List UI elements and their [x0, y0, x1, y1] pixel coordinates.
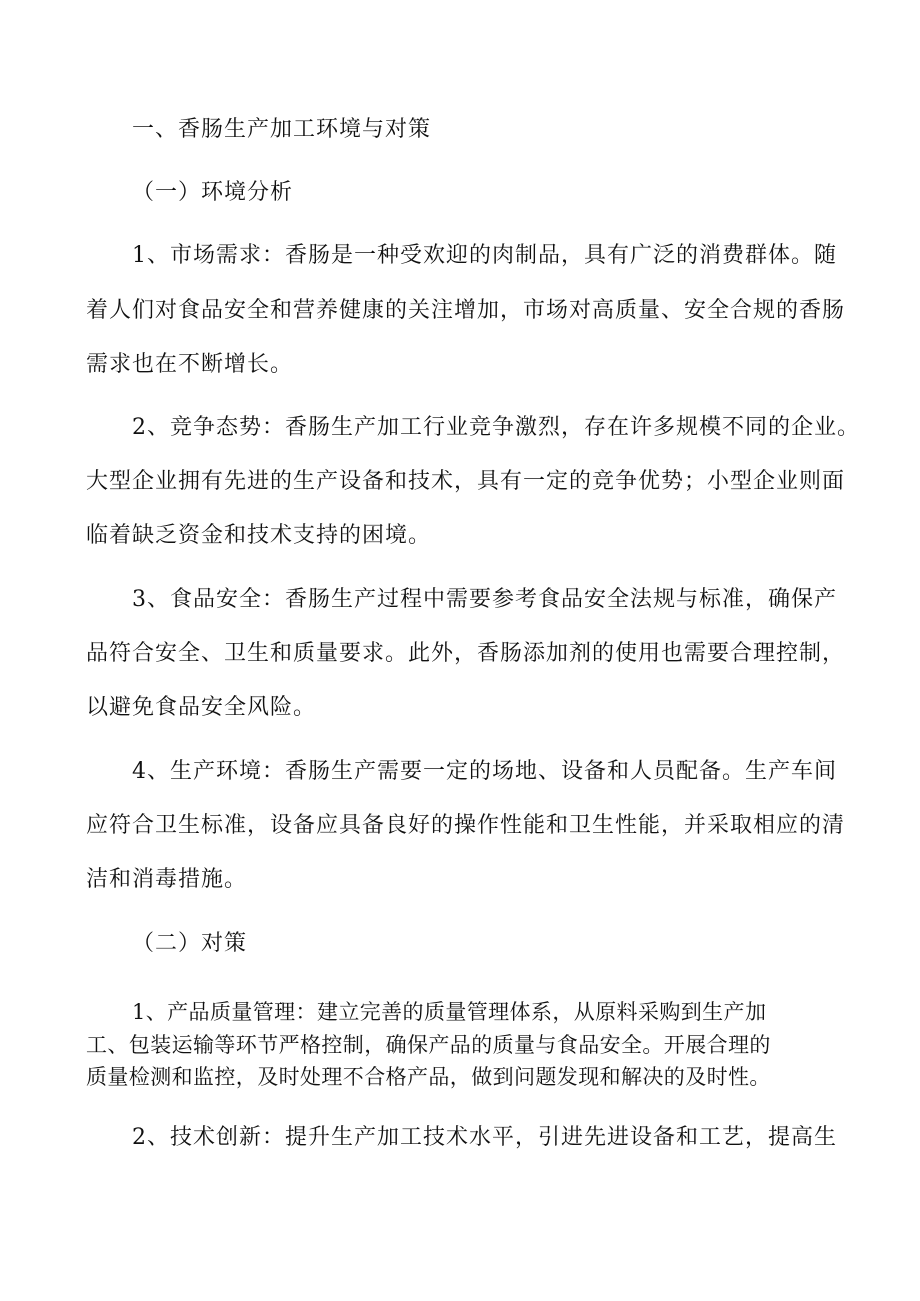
- paragraph-line: 品符合安全、卫生和质量要求。此外，香肠添加剂的使用也需要合理控制，: [86, 641, 846, 666]
- paragraph-line: 工、包装运输等环节严格控制，确保产品的质量与食品安全。开展合理的: [86, 1033, 771, 1057]
- paragraph-line: 洁和消毒措施。: [86, 867, 248, 892]
- paragraph-line: 需求也在不断增长。: [86, 352, 294, 377]
- paragraph-line: 4、生产环境：香肠生产需要一定的场地、设备和人员配备。生产车间: [132, 759, 837, 784]
- paragraph-line: 3、食品安全：香肠生产过程中需要参考食品安全法规与标准，确保产: [132, 587, 837, 612]
- paragraph-line: 着人们对食品安全和营养健康的关注增加，市场对高质量、安全合规的香肠: [86, 298, 846, 323]
- section-title-countermeasures: （二）对策: [132, 931, 248, 956]
- paragraph-line: 2、竞争态势：香肠生产加工行业竞争激烈，存在许多规模不同的企业。: [132, 415, 860, 440]
- paragraph-line: 临着缺乏资金和技术支持的困境。: [86, 523, 432, 548]
- paragraph-line: 质量检测和监控，及时处理不合格产品，做到问题发现和解决的及时性。: [86, 1065, 771, 1089]
- paragraph-line: 应符合卫生标准，设备应具备良好的操作性能和卫生性能，并采取相应的清: [86, 813, 846, 838]
- paragraph-line: 1、市场需求：香肠是一种受欢迎的肉制品，具有广泛的消费群体。随: [132, 243, 837, 268]
- main-heading: 一、香肠生产加工环境与对策: [132, 117, 432, 142]
- paragraph-line: 2、技术创新：提升生产加工技术水平，引进先进设备和工艺，提高生: [132, 1125, 837, 1150]
- section-title-environment-analysis: （一）环境分析: [132, 180, 294, 205]
- paragraph-line: 以避免食品安全风险。: [86, 695, 317, 720]
- paragraph-line: 1、产品质量管理：建立完善的质量管理体系，从原料采购到生产加: [132, 1000, 767, 1024]
- paragraph-line: 大型企业拥有先进的生产设备和技术，具有一定的竞争优势；小型企业则面: [86, 469, 846, 494]
